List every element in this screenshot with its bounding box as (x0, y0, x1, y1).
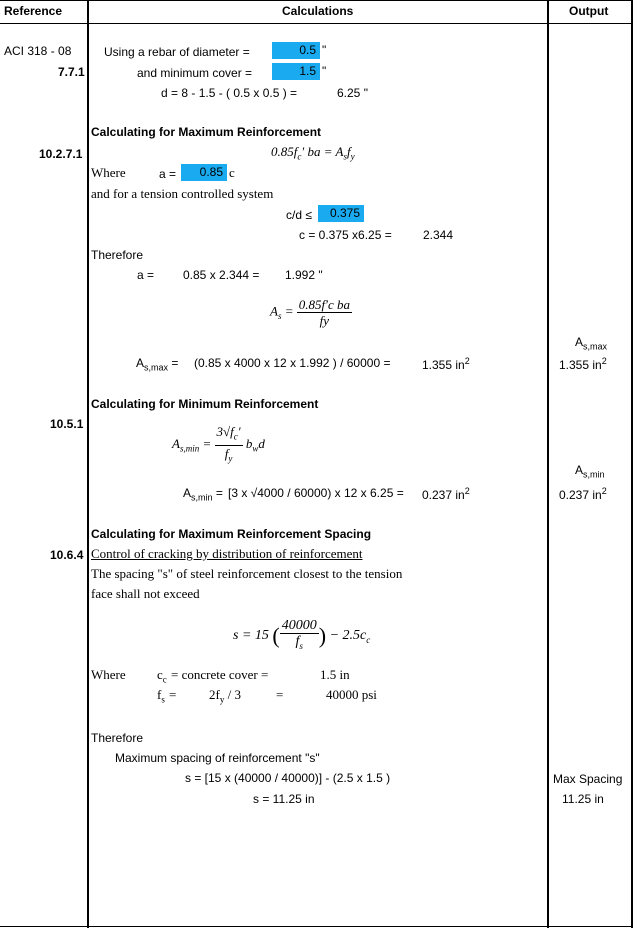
cover-unit: " (322, 64, 327, 78)
column-divider-right (547, 0, 549, 928)
asmin-line: [3 x √4000 / 60000) x 12 x 6.25 = (228, 486, 404, 500)
asmin-fraction (215, 424, 243, 466)
output-asmin-value: 0.237 (559, 488, 590, 502)
c-value: 2.344 (423, 228, 454, 242)
eq-left: 0.85 (271, 144, 294, 159)
ref-10-5-1: 10.5.1 (50, 417, 84, 431)
max-spacing-label: Maximum spacing of reinforcement "s" (115, 751, 320, 765)
fs-symbol: $f_s$ (157, 687, 165, 705)
spacing-denominator: $f_s$ (295, 634, 303, 651)
asmin-numerator: $3√f_c'$ (215, 424, 243, 446)
a-calc-label: a = (137, 268, 155, 282)
asmin-label: $A_{s,min}$ = (183, 486, 223, 503)
fs-value: 40000 psi (326, 687, 377, 702)
therefore-2: Therefore (91, 731, 144, 745)
a-calc: 0.85 x 2.344 = (183, 268, 260, 282)
asmax-label: $A_{s,max}$ = (136, 356, 179, 373)
as-fraction (297, 297, 352, 328)
min-reinf-heading: Calculating for Minimum Reinforcement (91, 397, 319, 411)
output-asmax: 1.355 $in^2$ (559, 356, 607, 372)
as-denominator: fy (319, 313, 330, 328)
tension-text: and for a tension controlled system (91, 186, 274, 201)
header-output: Output (569, 4, 609, 18)
asmin-result: 0.237 $in^2$ (422, 486, 470, 502)
rebar-label: Using a rebar of diameter = (104, 45, 250, 59)
as-formula: $A_s$ = $\frac{\text{0.85f′c ba}}{fy}$ (270, 297, 350, 328)
s-line: s = [15 x (40000 / 40000)] - (2.5 x 1.5 ) (185, 771, 391, 785)
spacing-text-2: face shall not exceed (91, 586, 200, 601)
fs-label: = (169, 687, 177, 702)
output-spacing-label: Max Spacing (553, 772, 623, 786)
spacing-text-1: The spacing "s" of steel reinforcement closest to the tension (91, 566, 403, 581)
fs-expr-tail: / 3 (227, 687, 241, 702)
spacing-formula: s = 15 ( $\frac{40000}{f_s}$ ) − $2.5c_c$ (233, 618, 370, 654)
header-calculations: Calculations (282, 4, 354, 18)
spacing-heading: Calculating for Maximum Reinforcement Spacing (91, 527, 372, 541)
output-spacing-value: 11.25 in (562, 792, 604, 806)
output-asmin: 0.237 $in^2$ (559, 486, 607, 502)
output-asmax-value: 1.355 (559, 358, 590, 372)
where-label-2: Where (91, 667, 126, 682)
fs-equals: = (276, 687, 284, 702)
where-label-1: Where (91, 165, 126, 180)
equilibrium-equation: $0.85f_c'$ ba = $A_sf_y$ (271, 144, 355, 162)
asmin-value: 0.237 (422, 488, 453, 502)
a-factor-input[interactable]: 0.85 (181, 164, 227, 181)
d-value: 6.25 " (337, 86, 368, 100)
spacing-numerator: 40000 (281, 618, 317, 633)
s-result: s = 11.25 in (253, 792, 315, 806)
rebar-input[interactable]: 0.5 (272, 42, 320, 59)
cc-value: 1.5 in (320, 667, 350, 682)
as-numerator: 0.85f′c ba (298, 297, 350, 312)
ref-7-7-1: 7.7.1 (58, 65, 85, 79)
column-divider-left (87, 0, 89, 928)
spacing-subheading: Control of cracking by distribution of reinforcement (91, 546, 363, 561)
eq-right-b: f (346, 144, 351, 159)
spacing-fraction (280, 618, 319, 654)
header-reference: Reference (4, 4, 63, 18)
max-reinf-heading: Calculating for Maximum Reinforcement (91, 125, 322, 139)
asmin-denominator: $f_y$ (224, 445, 233, 464)
rebar-unit: " (322, 43, 327, 57)
bottom-border (0, 926, 633, 927)
asmin-formula: $A_{s,min}$ = $\frac{3√f_c'}{f_y}$ $b_wd$ (172, 424, 265, 466)
ref-aci: ACI 318 - 08 (4, 44, 72, 58)
cd-label: c/d ≤ (286, 208, 312, 222)
cc-symbol: $c_c$ (157, 667, 167, 685)
fs-expression: $2f_y / 3$ (209, 687, 241, 705)
asmax-line: (0.85 x 4000 x 12 x 1.992 ) / 60000 = (194, 356, 391, 370)
top-border (0, 0, 633, 1)
a-c-suffix: c (229, 165, 235, 180)
cover-input[interactable]: 1.5 (272, 63, 320, 80)
d-line: d = 8 - 1.5 - ( 0.5 x 0.5 ) = (161, 86, 298, 100)
output-asmax-label: $A_{s,max}$ (575, 335, 608, 352)
a-calc-value: 1.992 " (285, 268, 323, 282)
output-asmin-label: $A_{s,min}$ (575, 463, 605, 480)
cc-label: = concrete cover = (171, 667, 269, 682)
a-label: a = (159, 167, 177, 181)
cover-label: and minimum cover = (137, 66, 253, 80)
ref-10-6-4: 10.6.4 (50, 548, 84, 562)
eq-right-a: ba = A (307, 144, 344, 159)
therefore-1: Therefore (91, 248, 144, 262)
c-line: c = 0.375 x6.25 = (299, 228, 392, 242)
header-divider (0, 23, 633, 24)
ref-10-2-7-1: 10.2.7.1 (39, 147, 83, 161)
asmax-value: 1.355 (422, 358, 453, 372)
asmax-result: 1.355 $in^2$ (422, 356, 470, 372)
cd-input[interactable]: 0.375 (318, 205, 364, 222)
